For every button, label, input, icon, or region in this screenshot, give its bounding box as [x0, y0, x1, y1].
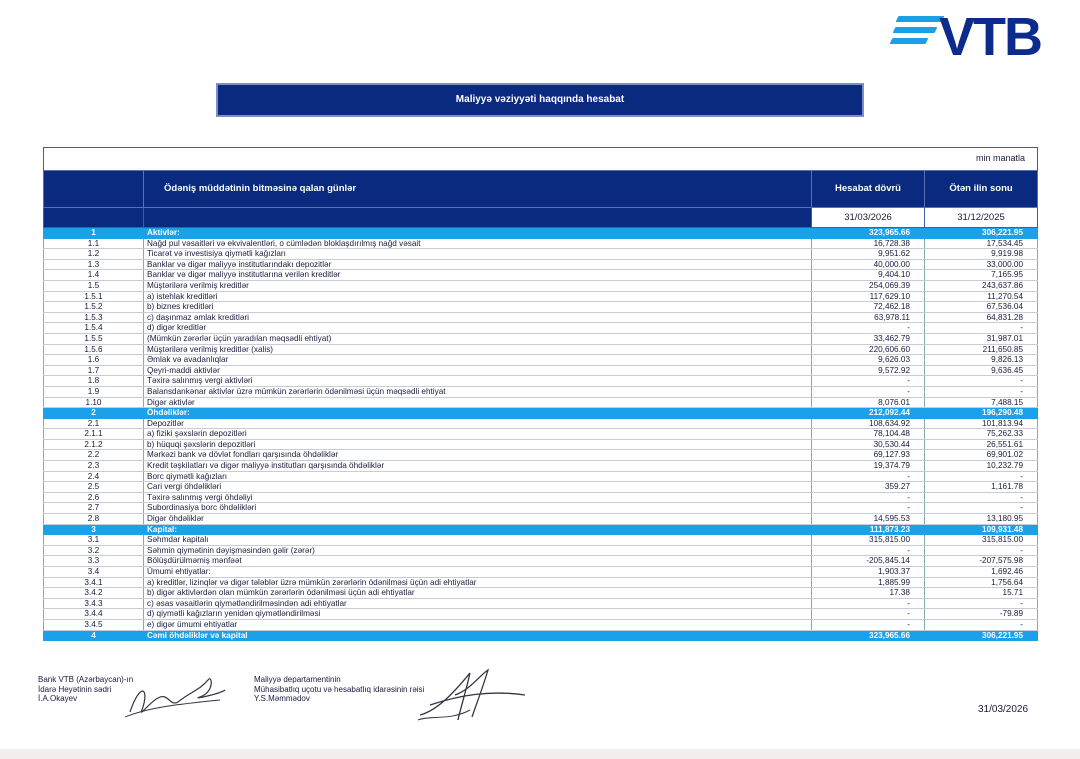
- row-previous-value: 196,290.48: [925, 408, 1038, 419]
- row-previous-value: 13,180.95: [925, 514, 1038, 525]
- row-code: 1.4: [44, 270, 144, 281]
- row-current-value: 212,092.44: [812, 408, 925, 419]
- row-current-value: 30,530.44: [812, 439, 925, 450]
- row-previous-value: 67,536.04: [925, 302, 1038, 313]
- header-previous-period: Ötən ilin sonu: [925, 171, 1038, 208]
- row-previous-value: 1,161.78: [925, 482, 1038, 493]
- row-code: 2: [44, 408, 144, 419]
- table-section-row: [44, 524, 1038, 535]
- row-label: c) əsas vəsaitlərin qiymətləndirilməsindən adi ehtiyatlar: [144, 598, 812, 609]
- row-label: Təxirə salınmış vergi aktivləri: [144, 376, 812, 387]
- row-label: Əmlak və avadanlıqlar: [144, 355, 812, 366]
- row-current-value: -205,845.14: [812, 556, 925, 567]
- row-current-value: -: [812, 376, 925, 387]
- row-label: Müştərilərə verilmiş kreditlər (xalis): [144, 344, 812, 355]
- table-row: [44, 238, 1038, 249]
- row-code: 1.5.1: [44, 291, 144, 302]
- table-row: [44, 376, 1038, 387]
- table-row: [44, 482, 1038, 493]
- row-previous-value: -: [925, 323, 1038, 334]
- row-previous-value: -: [925, 471, 1038, 482]
- unit-label: min manatla: [44, 148, 1038, 171]
- logo-stripes-icon: [897, 16, 945, 49]
- table-row: [44, 503, 1038, 514]
- row-previous-value: -79.89: [925, 609, 1038, 620]
- header-label: Ödəniş müddətinin bitməsinə qalan günlər: [144, 171, 812, 208]
- row-code: 2.3: [44, 461, 144, 472]
- row-code: 2.2: [44, 450, 144, 461]
- row-current-value: -: [812, 492, 925, 503]
- row-code: 2.6: [44, 492, 144, 503]
- row-current-value: 9,626.03: [812, 355, 925, 366]
- signature-left-icon: [120, 662, 230, 722]
- row-code: 3.1: [44, 535, 144, 546]
- signatory-middle-role: Mühasibatlıq uçotu və hesabatlıq idarəsinin rəisi: [254, 684, 425, 694]
- row-previous-value: 109,931.48: [925, 524, 1038, 535]
- row-code: 1.5.2: [44, 302, 144, 313]
- table-row: [44, 492, 1038, 503]
- row-code: 1.8: [44, 376, 144, 387]
- table-row: [44, 355, 1038, 366]
- row-code: 1.6: [44, 355, 144, 366]
- table-row: [44, 386, 1038, 397]
- date-current: 31/03/2026: [812, 208, 925, 228]
- table-row: [44, 249, 1038, 260]
- row-current-value: 108,634.92: [812, 418, 925, 429]
- row-code: 3.4.5: [44, 619, 144, 630]
- signatory-left-name: İ.A.Okayev: [38, 694, 78, 704]
- row-current-value: 9,951.62: [812, 249, 925, 260]
- row-label: b) hüquqi şəxslərin depozitləri: [144, 439, 812, 450]
- row-code: 2.1.1: [44, 429, 144, 440]
- row-label: Balansdankənar aktivlər üzrə mümkün zərərlərin ödənilməsi üçün məqsədli ehtiyat: [144, 386, 812, 397]
- row-previous-value: 10,232.79: [925, 461, 1038, 472]
- table-row: [44, 461, 1038, 472]
- row-previous-value: 7,165.95: [925, 270, 1038, 281]
- row-previous-value: 1,756.64: [925, 577, 1038, 588]
- row-current-value: -: [812, 323, 925, 334]
- table-row: [44, 588, 1038, 599]
- row-label: d) qiymətli kağızların yenidən qiymətləndirilməsi: [144, 609, 812, 620]
- row-label: Ticarət və investisiya qiymətli kağızları: [144, 249, 812, 260]
- row-label: Bölüşdürülməmiş mənfəət: [144, 556, 812, 567]
- report-title: Maliyyə vəziyyəti haqqında hesabat: [216, 83, 864, 117]
- row-label: b) digər aktivlərdən olan mümkün zərərlərin ödənilməsi üçün adi ehtiyatlar: [144, 588, 812, 599]
- row-code: 1.3: [44, 259, 144, 270]
- table-row: [44, 471, 1038, 482]
- table-row: [44, 545, 1038, 556]
- table-row: [44, 598, 1038, 609]
- row-label: Subordinasiya borc öhdəlikləri: [144, 503, 812, 514]
- table-row: [44, 577, 1038, 588]
- row-label: e) digər ümumi ehtiyatlar: [144, 619, 812, 630]
- row-current-value: 16,728.38: [812, 238, 925, 249]
- row-previous-value: 315,815.00: [925, 535, 1038, 546]
- row-previous-value: -: [925, 376, 1038, 387]
- row-current-value: 254,069.39: [812, 280, 925, 291]
- row-code: 1.7: [44, 365, 144, 376]
- row-current-value: -: [812, 471, 925, 482]
- row-previous-value: 75,262.33: [925, 429, 1038, 440]
- signatory-middle-dept: Maliyyə departamentinin: [254, 675, 341, 684]
- table-row: [44, 439, 1038, 450]
- table-row: [44, 418, 1038, 429]
- row-code: 1.5.5: [44, 333, 144, 344]
- row-label: c) daşınmaz əmlak kreditləri: [144, 312, 812, 323]
- row-previous-value: 11,270.54: [925, 291, 1038, 302]
- logo-text: VTB: [939, 7, 1041, 67]
- row-label: (Mümkün zərərlər üçün yaradılan məqsədli ehtiyat): [144, 333, 812, 344]
- row-previous-value: -: [925, 386, 1038, 397]
- table-row: [44, 450, 1038, 461]
- table-row: [44, 429, 1038, 440]
- row-label: a) fiziki şəxslərin depozitləri: [144, 429, 812, 440]
- row-previous-value: -207,575.98: [925, 556, 1038, 567]
- row-label: b) biznes kreditləri: [144, 302, 812, 313]
- table-row: [44, 535, 1038, 546]
- row-label: Kredit təşkilatları və digər maliyyə institutları qarşısında öhdəliklər: [144, 461, 812, 472]
- row-label: d) digər kreditlər: [144, 323, 812, 334]
- date-previous: 31/12/2025: [925, 208, 1038, 228]
- row-label: a) istehlak kreditləri: [144, 291, 812, 302]
- table-row: [44, 344, 1038, 355]
- row-label: Kapital:: [144, 524, 812, 535]
- row-previous-value: -: [925, 503, 1038, 514]
- row-code: 1.5.4: [44, 323, 144, 334]
- row-previous-value: 64,831.28: [925, 312, 1038, 323]
- row-code: 2.8: [44, 514, 144, 525]
- row-previous-value: 31,987.01: [925, 333, 1038, 344]
- row-label: Nağd pul vəsaitləri və ekvivalentləri, o cümlədən bloklaşdırılmış nağd vəsait: [144, 238, 812, 249]
- row-previous-value: 9,919.98: [925, 249, 1038, 260]
- row-current-value: -: [812, 386, 925, 397]
- header-code-cell: [44, 171, 144, 208]
- row-previous-value: 17,534.45: [925, 238, 1038, 249]
- row-code: 1.9: [44, 386, 144, 397]
- row-previous-value: 243,637.86: [925, 280, 1038, 291]
- row-current-value: 220,606.60: [812, 344, 925, 355]
- vtb-logo: [893, 7, 1045, 70]
- row-current-value: 9,404.10: [812, 270, 925, 281]
- row-code: 2.4: [44, 471, 144, 482]
- row-code: 1.1: [44, 238, 144, 249]
- row-current-value: 117,629.10: [812, 291, 925, 302]
- row-current-value: 8,076.01: [812, 397, 925, 408]
- row-label: Banklar və digər maliyyə institutlarına verilən kreditlər: [144, 270, 812, 281]
- header-current-period: Hesabat dövrü: [812, 171, 925, 208]
- row-previous-value: 306,221.95: [925, 228, 1038, 239]
- row-current-value: 33,462.79: [812, 333, 925, 344]
- row-previous-value: 101,813.94: [925, 418, 1038, 429]
- row-previous-value: 1,692.46: [925, 567, 1038, 578]
- row-previous-value: -: [925, 492, 1038, 503]
- row-current-value: 72,462.18: [812, 302, 925, 313]
- row-code: 3.4.4: [44, 609, 144, 620]
- row-label: Borc qiymətli kağızları: [144, 471, 812, 482]
- row-previous-value: 7,488.15: [925, 397, 1038, 408]
- row-previous-value: 9,826.13: [925, 355, 1038, 366]
- row-current-value: 111,873.23: [812, 524, 925, 535]
- row-label: Cəmi öhdəliklər və kapital: [144, 630, 812, 641]
- report-date: 31/03/2026: [978, 704, 1029, 715]
- row-code: 1.5.3: [44, 312, 144, 323]
- row-label: Cari vergi öhdəlikləri: [144, 482, 812, 493]
- row-previous-value: 15.71: [925, 588, 1038, 599]
- balance-sheet-table: [43, 147, 1037, 641]
- signatory-left-org: Bank VTB (Azərbaycan)-ın: [38, 675, 134, 684]
- row-current-value: -: [812, 619, 925, 630]
- table-section-row: [44, 408, 1038, 419]
- table-row: [44, 556, 1038, 567]
- row-previous-value: 211,650.85: [925, 344, 1038, 355]
- row-previous-value: -: [925, 598, 1038, 609]
- row-label: Müştərilərə verilmiş kreditlər: [144, 280, 812, 291]
- row-current-value: 9,572.92: [812, 365, 925, 376]
- row-current-value: 323,965.66: [812, 228, 925, 239]
- row-code: 2.1.2: [44, 439, 144, 450]
- row-code: 1.5.6: [44, 344, 144, 355]
- row-current-value: 40,000.00: [812, 259, 925, 270]
- row-previous-value: -: [925, 545, 1038, 556]
- table-row: [44, 323, 1038, 334]
- row-current-value: 69,127.93: [812, 450, 925, 461]
- row-current-value: 1,903.37: [812, 567, 925, 578]
- table-row: [44, 609, 1038, 620]
- table-row: [44, 619, 1038, 630]
- table-row: [44, 567, 1038, 578]
- row-current-value: 359.27: [812, 482, 925, 493]
- row-current-value: -: [812, 598, 925, 609]
- date-label-cell: [144, 208, 812, 228]
- row-current-value: -: [812, 609, 925, 620]
- row-label: a) kreditlər, lizinqlər və digər tələblər üzrə mümkün zərərlərin ödənilməsi üçün adi ehtiyatlar: [144, 577, 812, 588]
- signatory-middle: [254, 675, 424, 704]
- row-label: Aktivlər:: [144, 228, 812, 239]
- row-code: 3.4.3: [44, 598, 144, 609]
- table-row: [44, 312, 1038, 323]
- row-previous-value: 33,000.00: [925, 259, 1038, 270]
- table-row: [44, 333, 1038, 344]
- row-label: Səhmdar kapitalı: [144, 535, 812, 546]
- row-code: 3: [44, 524, 144, 535]
- signatory-left-role: İdarə Heyətinin sədri: [38, 684, 112, 694]
- row-current-value: -: [812, 503, 925, 514]
- signatory-left: [38, 675, 133, 704]
- row-current-value: 17.38: [812, 588, 925, 599]
- row-previous-value: 306,221.95: [925, 630, 1038, 641]
- table-row: [44, 365, 1038, 376]
- table-row: [44, 514, 1038, 525]
- date-code-cell: [44, 208, 144, 228]
- table-row: [44, 259, 1038, 270]
- row-previous-value: 26,551.61: [925, 439, 1038, 450]
- row-current-value: 63,978.11: [812, 312, 925, 323]
- row-current-value: 19,374.79: [812, 461, 925, 472]
- table-row: [44, 280, 1038, 291]
- row-label: Depozitlər: [144, 418, 812, 429]
- row-code: 2.5: [44, 482, 144, 493]
- row-code: 1.2: [44, 249, 144, 260]
- signature-middle-icon: [410, 665, 530, 727]
- row-code: 3.2: [44, 545, 144, 556]
- row-label: Digər öhdəliklər: [144, 514, 812, 525]
- row-label: Ümumi ehtiyatlar:: [144, 567, 812, 578]
- row-label: Öhdəliklər:: [144, 408, 812, 419]
- row-current-value: 323,965.66: [812, 630, 925, 641]
- row-code: 4: [44, 630, 144, 641]
- table-row: [44, 270, 1038, 281]
- bottom-strip: [0, 749, 1080, 759]
- row-code: 1: [44, 228, 144, 239]
- row-code: 3.4.1: [44, 577, 144, 588]
- row-current-value: 315,815.00: [812, 535, 925, 546]
- row-previous-value: -: [925, 619, 1038, 630]
- table-section-row: [44, 630, 1038, 641]
- row-code: 2.1: [44, 418, 144, 429]
- row-previous-value: 9,636.45: [925, 365, 1038, 376]
- row-label: Səhmin qiymətinin dəyişməsindən gəlir (zərər): [144, 545, 812, 556]
- row-code: 2.7: [44, 503, 144, 514]
- row-label: Mərkəzi bank və dövlət fondları qarşısında öhdəliklər: [144, 450, 812, 461]
- row-current-value: 78,104.48: [812, 429, 925, 440]
- row-code: 3.4.2: [44, 588, 144, 599]
- row-current-value: -: [812, 545, 925, 556]
- row-code: 3.4: [44, 567, 144, 578]
- row-current-value: 14,595.53: [812, 514, 925, 525]
- row-label: Digər aktivlər: [144, 397, 812, 408]
- signatory-middle-name: Y.S.Məmmədov: [254, 694, 310, 704]
- row-code: 3.3: [44, 556, 144, 567]
- row-code: 1.5: [44, 280, 144, 291]
- row-current-value: 1,885.99: [812, 577, 925, 588]
- row-code: 1.10: [44, 397, 144, 408]
- table-row: [44, 302, 1038, 313]
- table-row: [44, 291, 1038, 302]
- row-previous-value: 69,901.02: [925, 450, 1038, 461]
- row-label: Banklar və digər maliyyə institutlarındakı depozitlər: [144, 259, 812, 270]
- table-section-row: [44, 228, 1038, 239]
- row-label: Təxirə salınmış vergi öhdəliyi: [144, 492, 812, 503]
- table-row: [44, 397, 1038, 408]
- row-label: Qeyri-maddi aktivlər: [144, 365, 812, 376]
